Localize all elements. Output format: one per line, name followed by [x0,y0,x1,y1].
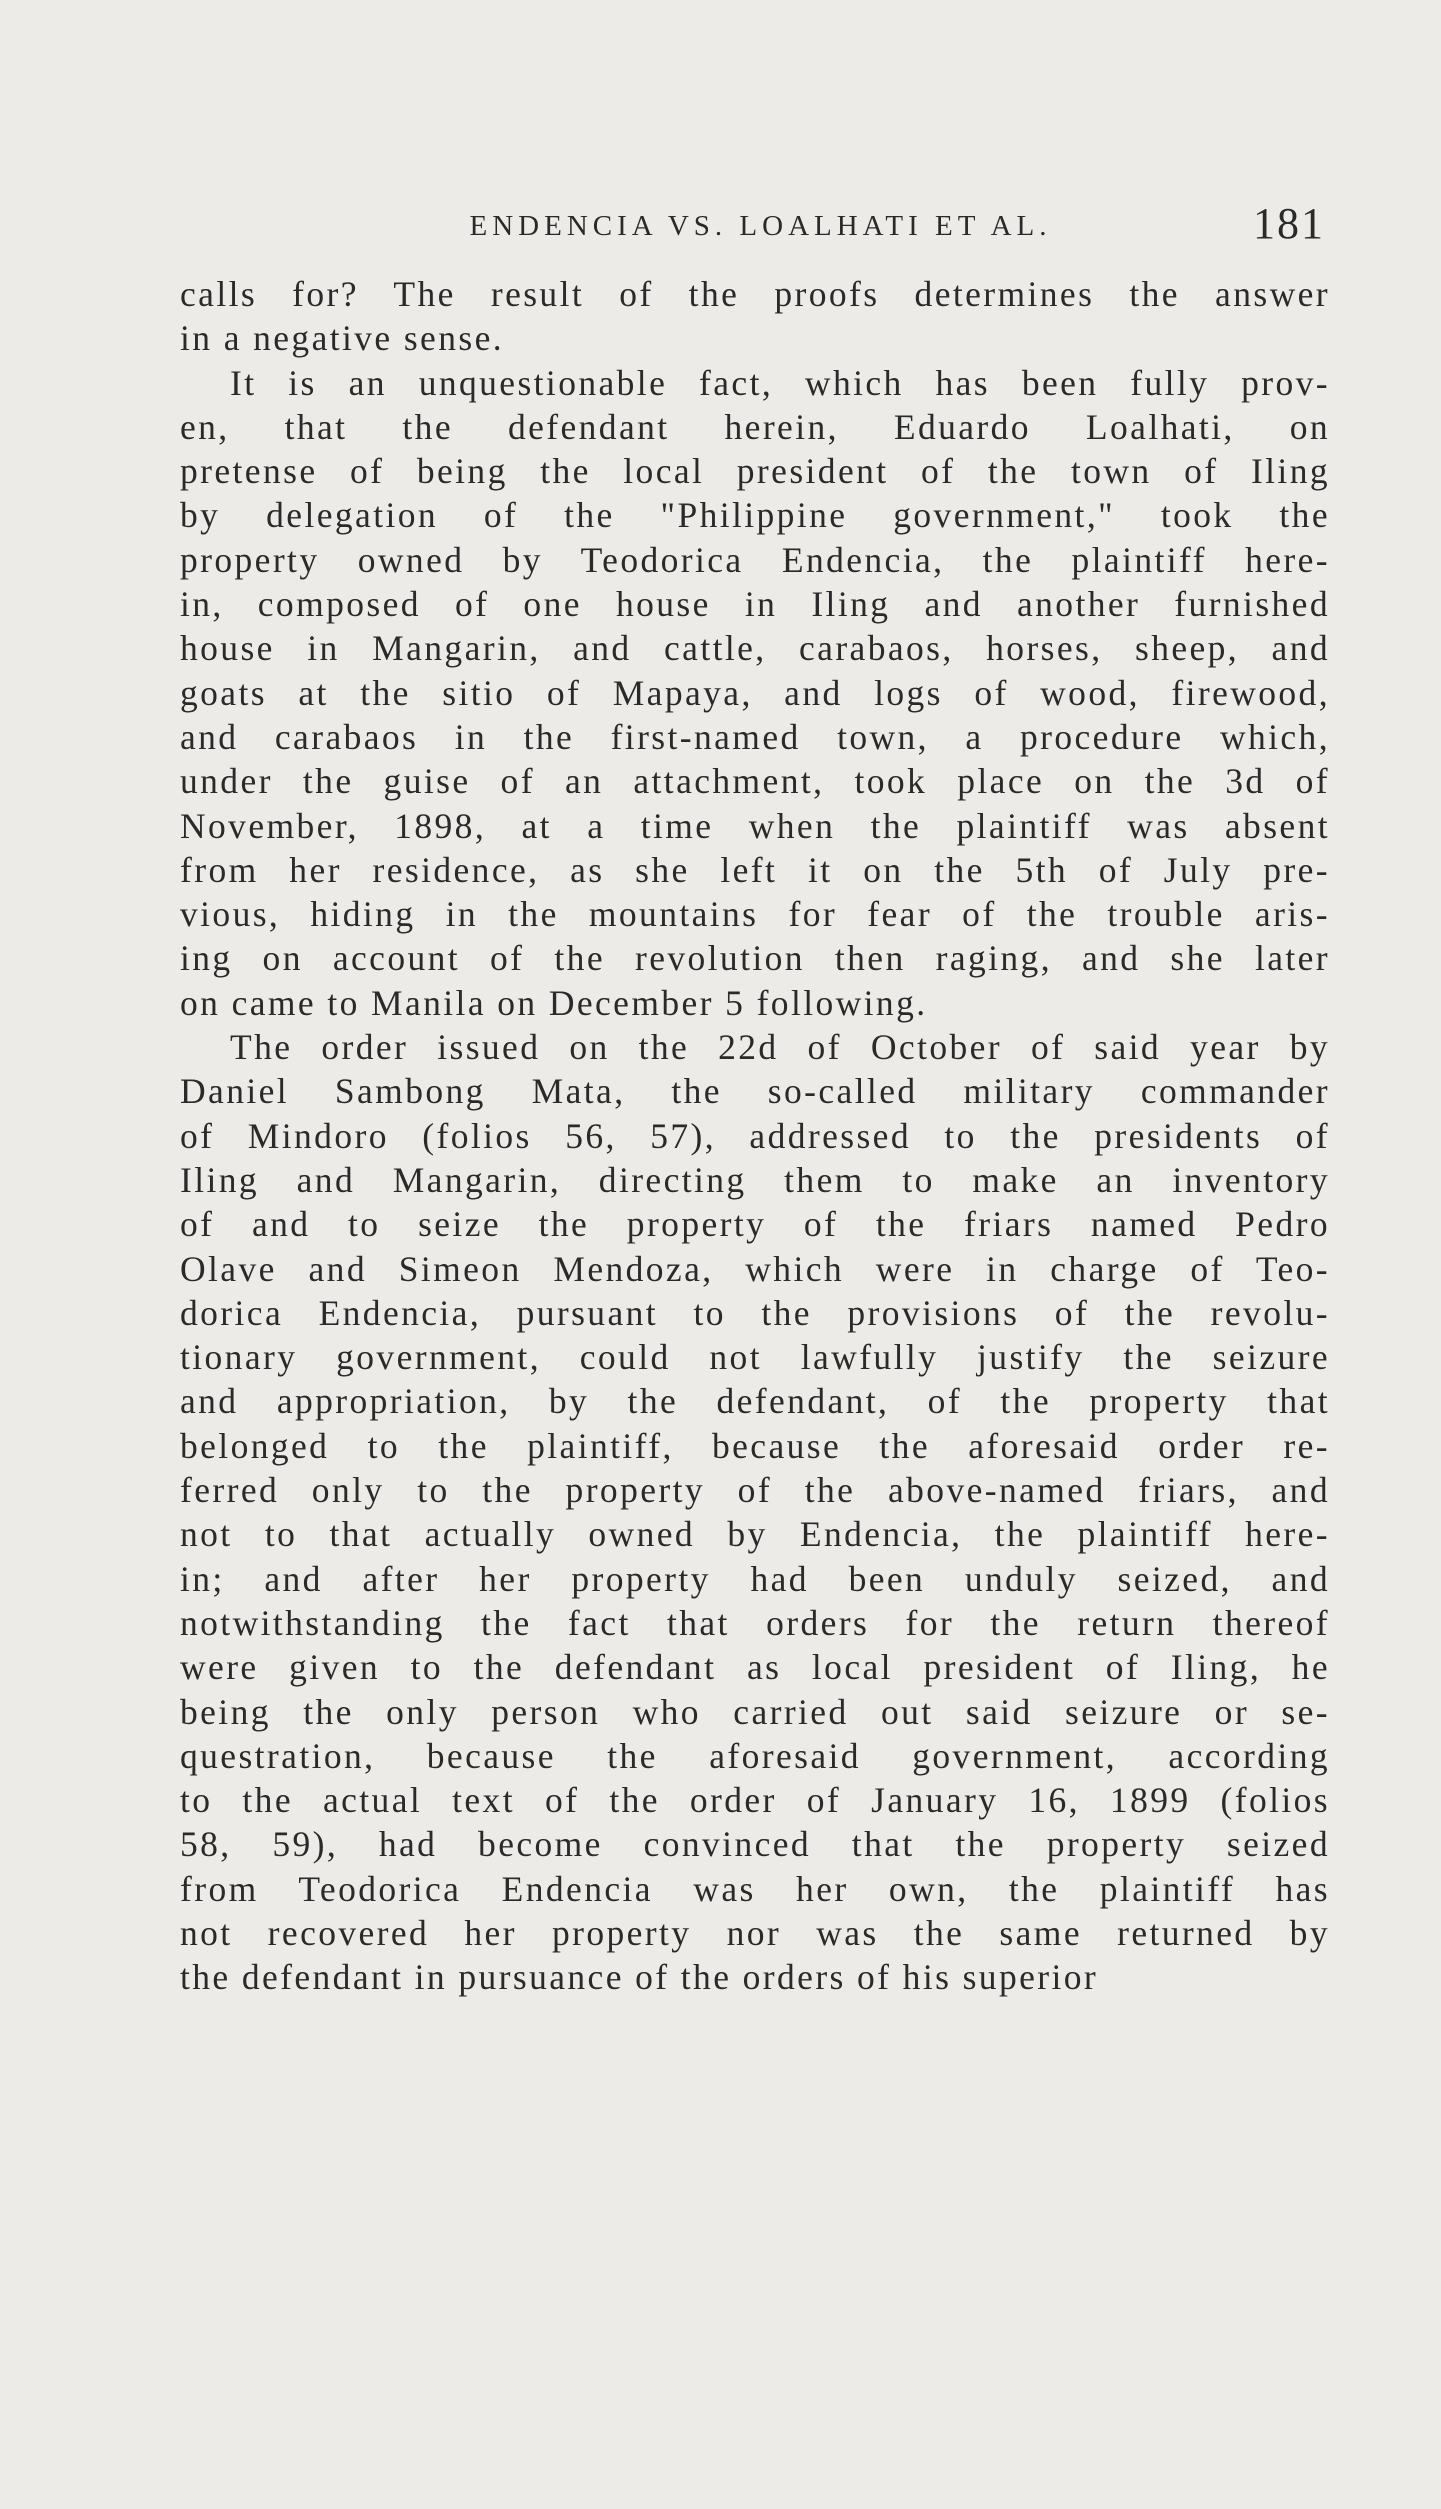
text-line: and appropriation, by the defendant, of the property that [180,1381,1330,1422]
text-line: not to that actually owned by Endencia, the plaintiff here- [180,1514,1330,1555]
text-line: by delegation of the "Philippine government," took the [180,495,1330,536]
text-line: property owned by Teodorica Endencia, the plaintiff here- [180,539,1330,580]
body-text [180,272,1330,2000]
text-line: ing on account of the revolution then raging, and she later [180,938,1330,979]
text-line: vious, hiding in the mountains for fear of the trouble aris- [180,894,1330,935]
text-line: belonged to the plaintiff, because the aforesaid order re- [180,1425,1330,1466]
text-line: and carabaos in the first-named town, a procedure which, [180,716,1330,757]
text-line: being the only person who carried out said seizure or se- [180,1691,1330,1732]
text-line: It is an unquestionable fact, which has been fully prov- [230,362,1330,403]
text-line: in a negative sense. [180,318,505,359]
text-line: en, that the defendant herein, Eduardo Loalhati, on [180,406,1330,447]
text-line: under the guise of an attachment, took place on the 3d of [180,761,1330,802]
text-line: to the actual text of the order of January 16, 1899 (folios [180,1780,1330,1821]
text-line: of Mindoro (folios 56, 57), addressed to the presidents of [180,1115,1330,1156]
page-header [180,196,1341,256]
text-line: in, composed of one house in Iling and another furnished [180,584,1330,625]
text-line: in; and after her property had been unduly seized, and [180,1558,1330,1599]
text-line: tionary government, could not lawfully justify the seizure [180,1337,1330,1378]
text-line: Olave and Simeon Mendoza, which were in charge of Teo- [180,1248,1330,1289]
text-line: ferred only to the property of the above-named friars, and [180,1470,1330,1511]
text-line: dorica Endencia, pursuant to the provisions of the revolu- [180,1292,1330,1333]
text-line: pretense of being the local president of the town of Iling [180,451,1330,492]
page-number: 181 [1253,199,1325,248]
text-line: Daniel Sambong Mata, the so-called military commander [180,1071,1330,1112]
text-line: not recovered her property nor was the same returned by [180,1912,1330,1953]
text-line: Iling and Mangarin, directing them to make an inventory [180,1159,1330,1200]
text-line: goats at the sitio of Mapaya, and logs of wood, firewood, [180,672,1330,713]
text-line: November, 1898, at a time when the plaintiff was absent [180,805,1330,846]
text-line: house in Mangarin, and cattle, carabaos, horses, sheep, and [180,628,1330,669]
paragraph [180,1025,1330,2000]
text-line: on came to Manila on December 5 following. [180,982,928,1023]
paragraph [180,361,1330,1025]
text-line: from Teodorica Endencia was her own, the plaintiff has [180,1868,1330,1909]
text-line: calls for? The result of the proofs determines the answer [180,274,1330,314]
text-line: 58, 59), had become convinced that the property seized [180,1824,1330,1865]
text-line: notwithstanding the fact that orders for the return thereof [180,1602,1330,1643]
text-line: the defendant in pursuance of the orders of his superior [180,1957,1099,1998]
text-line: of and to seize the property of the friars named Pedro [180,1204,1330,1245]
paragraph [180,272,1330,361]
text-line: questration, because the aforesaid government, according [180,1735,1330,1776]
text-line: were given to the defendant as local president of Iling, he [180,1647,1330,1688]
text-line: The order issued on the 22d of October of said year by [230,1027,1330,1068]
running-head: ENDENCIA VS. LOALHATI ET AL. [469,210,1052,242]
text-line: from her residence, as she left it on the 5th of July pre- [180,849,1330,890]
